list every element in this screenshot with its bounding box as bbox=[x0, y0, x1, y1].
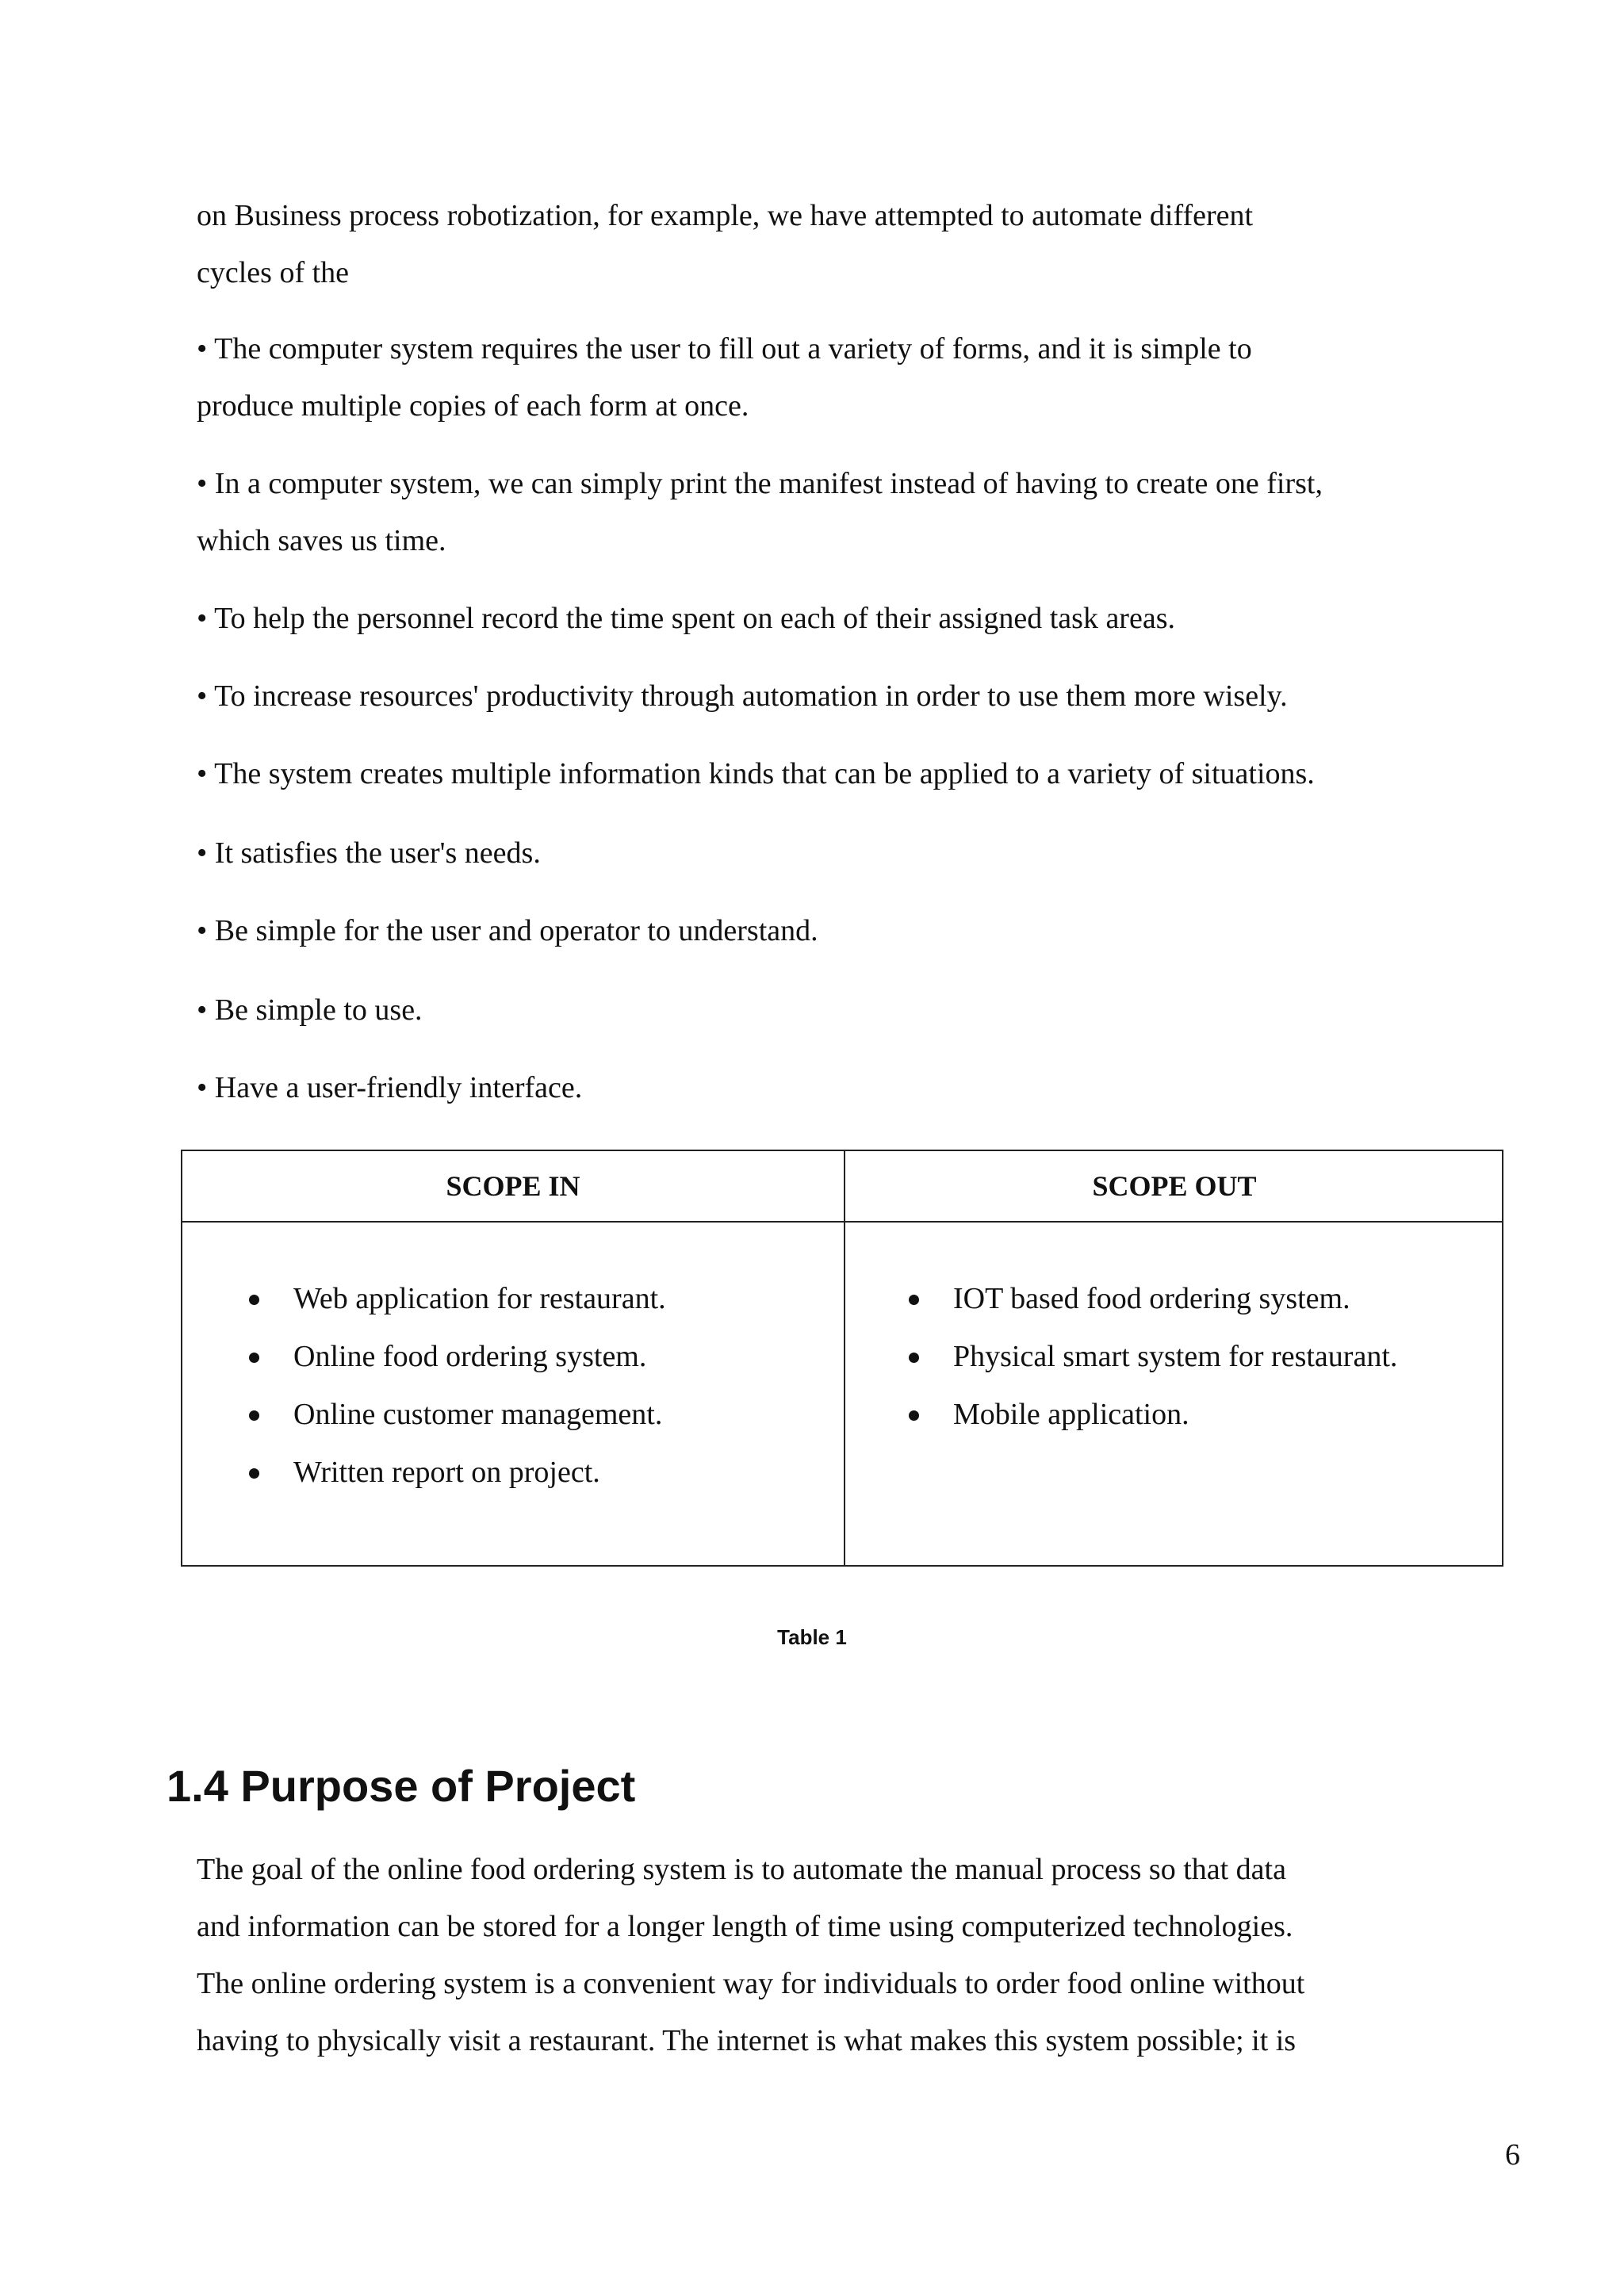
list-item-label: Online customer management. bbox=[293, 1398, 663, 1431]
intro-line-1: on Business process robotization, for example, we have attempted to automate different bbox=[197, 199, 1254, 232]
page-number: 6 bbox=[1505, 2138, 1520, 2172]
bullet-simple-understand: • Be simple for the user and operator to understand. bbox=[197, 914, 818, 947]
list-item bbox=[249, 1444, 666, 1502]
bullet-simple-use: • Be simple to use. bbox=[197, 993, 423, 1027]
list-item bbox=[249, 1270, 666, 1328]
section-heading: 1.4 Purpose of Project bbox=[167, 1761, 636, 1811]
bullet-information-kinds: • The system creates multiple information kinds that can be applied to a variety of situations. bbox=[197, 757, 1315, 790]
bullet-user-needs: • It satisfies the user's needs. bbox=[197, 836, 541, 870]
purpose-line-3: The online ordering system is a convenient way for individuals to order food online without bbox=[197, 1967, 1305, 2000]
bullet-record-time: • To help the personnel record the time spent on each of their assigned task areas. bbox=[197, 602, 1175, 635]
scope-table bbox=[181, 1150, 1503, 1567]
list-item-label: IOT based food ordering system. bbox=[953, 1282, 1350, 1315]
list-item-label: Physical smart system for restaurant. bbox=[953, 1340, 1398, 1373]
purpose-line-2: and information can be stored for a longer length of time using computerized technologies. bbox=[197, 1910, 1293, 1943]
bullet-forms-line-2: produce multiple copies of each form at once. bbox=[197, 389, 749, 423]
table-caption: Table 1 bbox=[777, 1625, 847, 1649]
purpose-line-1: The goal of the online food ordering system is to automate the manual process so that data bbox=[197, 1853, 1286, 1886]
list-item-label: Written report on project. bbox=[293, 1456, 600, 1489]
list-item bbox=[909, 1386, 1397, 1444]
bullet-productivity: • To increase resources' productivity through automation in order to use them more wisely. bbox=[197, 679, 1288, 713]
list-item bbox=[909, 1270, 1397, 1328]
bullet-dot-icon bbox=[249, 1410, 259, 1421]
list-item bbox=[909, 1328, 1397, 1386]
bullet-dot-icon bbox=[249, 1353, 259, 1363]
intro-line-2: cycles of the bbox=[197, 256, 350, 289]
purpose-line-4: having to physically visit a restaurant. The internet is what makes this system possible; it is bbox=[197, 2024, 1297, 2057]
scope-out-header: SCOPE OUT bbox=[1092, 1170, 1257, 1202]
scope-in-list bbox=[249, 1270, 666, 1502]
bullet-dot-icon bbox=[909, 1410, 919, 1421]
list-item-label: Mobile application. bbox=[953, 1398, 1189, 1431]
bullet-dot-icon bbox=[909, 1295, 919, 1305]
bullet-dot-icon bbox=[249, 1295, 259, 1305]
bullet-manifest-line-2: which saves us time. bbox=[197, 524, 446, 557]
bullet-dot-icon bbox=[909, 1353, 919, 1363]
list-item bbox=[249, 1328, 666, 1386]
table-header-divider bbox=[182, 1221, 1502, 1223]
list-item-label: Web application for restaurant. bbox=[293, 1282, 666, 1315]
bullet-manifest-line-1: • In a computer system, we can simply print the manifest instead of having to create one first, bbox=[197, 467, 1323, 500]
list-item-label: Online food ordering system. bbox=[293, 1340, 647, 1373]
scope-out-list bbox=[909, 1270, 1397, 1444]
bullet-dot-icon bbox=[249, 1468, 259, 1479]
list-item bbox=[249, 1386, 666, 1444]
bullet-forms-line-1: • The computer system requires the user to fill out a variety of forms, and it is simple to bbox=[197, 332, 1252, 365]
scope-in-header: SCOPE IN bbox=[446, 1170, 580, 1202]
bullet-user-friendly: • Have a user-friendly interface. bbox=[197, 1071, 583, 1104]
